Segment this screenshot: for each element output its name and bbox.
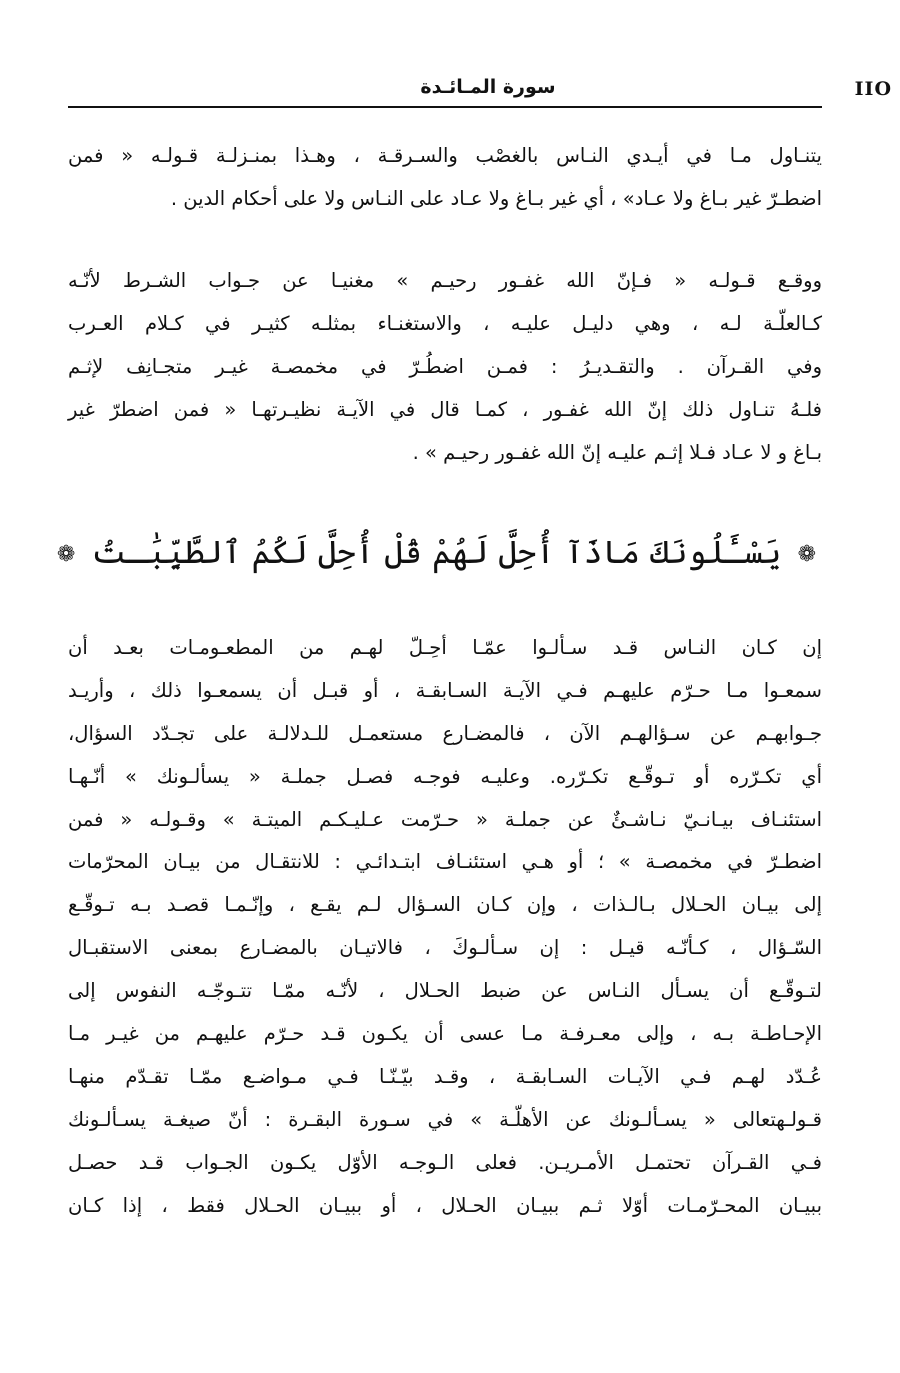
text-line: بـاغ و لا عـاد فـلا إثـم عليـه إنّ الله غفـور رحيـم » . [412,441,822,464]
text-line: فلـهُ تنـاول ذلك إنّ الله غفـور ، كمـا قال في الآيـة نظيـرتهـا « فمن اضطرّ غير [68,398,822,421]
quranic-verse-heading [56,522,822,582]
paragraph-1 [68,134,822,220]
text-line: وفي القـرآن . والتقـديـرُ : فمـن اضطُـرّ في مخمصـة غيـر متجـانِف لإثـم [68,355,822,378]
text-line: السّـؤال ، كـأنّـه قيـل : إن سـألـوكَ ، فالاتيـان بالمضـارع بمعنى الاستقبـال [68,936,822,960]
text-line: لتـوقّـع أن يسـأل النـاس عن ضبط الحـلال ، لأنّـه ممّـا تتـوجّـه النفوس إلى [68,979,822,1003]
verse-text: يَسْـَٔلُونَكَ مَاذَآ أُحِلَّ لَهُمْ قُلْ أُحِلَّ لَكُمُ ٱلطَّيِّبَٰـتُ [91,533,782,571]
text-line: كـالعلّـة لـه ، وهي دليـل عليـه ، والاستغنـاء بمثلـه كثيـر في كـلام العـرب [68,312,822,335]
page-number: IIO [854,78,892,100]
text-line: يتنـاول مـا في أيـدي النـاس بالغصْب والسـرقـة ، وهـذا بمنـزلـة قـولـه « فمن [68,144,822,167]
text-line: استئنـاف بيـانـيّ نـاشـئٌ عن جملـة « حـرّمت عـليـكـم الميتـة » وقـولـه « فمن [68,807,822,831]
text-line: ببيـان المحـرّمـات أوّلا ثـم ببيـان الحـلال ، أو ببيـان الحـلال فقط ، إذا كـان [68,1193,822,1217]
paragraph-2 [68,259,822,474]
text-line: اضطـرّ في مخمصـة » ؛ أو هـي استئنـاف ابتـدائـي : للانتقـال من بيـان المحرّمات [68,850,822,874]
header-rule [68,106,822,108]
text-line: ووقـع قـولـه « فـإنّ الله غفـور رحيـم » مغنيـا عن جـواب الشـرط لأنّـه [68,269,822,292]
text-line: أي تكـرّره أو تـوقّـع تكـرّره. وعليـه فوجـه فصـل جملـة « يسألـونك » أنّـهـا [68,764,822,788]
text-line: إن كـان النـاس قـد سـألـوا عمّـا أحِـلّ لهـم من المطعـومـات بعـد أن [68,636,822,659]
verse-ornament-open-icon: ❁ [797,541,816,567]
text-line: سمعـوا مـا حـرّم عليهـم فـي الآيـة السـابقـة ، أو قبـل أن يسمعـوا ذلك ، وأريـد [68,678,822,702]
text-line: قـولـهتعالى « يسـألـونك عن الأهلّـة » في سـورة البقـرة : أنّ صيغـة يسـألـونك [68,1107,822,1131]
text-line: عُـدّد لهـم فـي الآيـات السـابقـة ، وقـد بيّـنّـا فـي مـواضـع ممّـا تقـدّم منهـا [68,1064,822,1088]
paragraph-3 [68,627,822,1227]
text-line: الإحـاطـة بـه ، وإلى معـرفـة مـا عسى أن يكـون قـد حـرّم عليهـم من غيـر مـا [68,1022,822,1046]
text-line: فـي القـرآن تحتمـل الأمـريـن. فعلى الـوجـه الأوّل يكـون الجـواب قـد حصـل [68,1150,822,1174]
text-line: إلى بيـان الحـلال بـالـذات ، وإن كـان السـؤال لـم يقـع ، وإنّـمـا قصـد بـه تـوقّـع [68,893,822,917]
text-line: اضطـرّ غير بـاغ ولا عـاد» ، أي غير بـاغ ولا عـاد على النـاس ولا على أحكام الدين . [170,187,822,210]
text-line: جـوابهـم عن سـؤالهـم الآن ، فالمضـارع مستعمـل للـدلالـة على تجـدّد السؤال، [68,721,822,745]
page-header [68,68,892,108]
verse-ornament-close-icon: ❁ [56,541,76,567]
running-title: سورة المـائـدة [420,76,556,98]
